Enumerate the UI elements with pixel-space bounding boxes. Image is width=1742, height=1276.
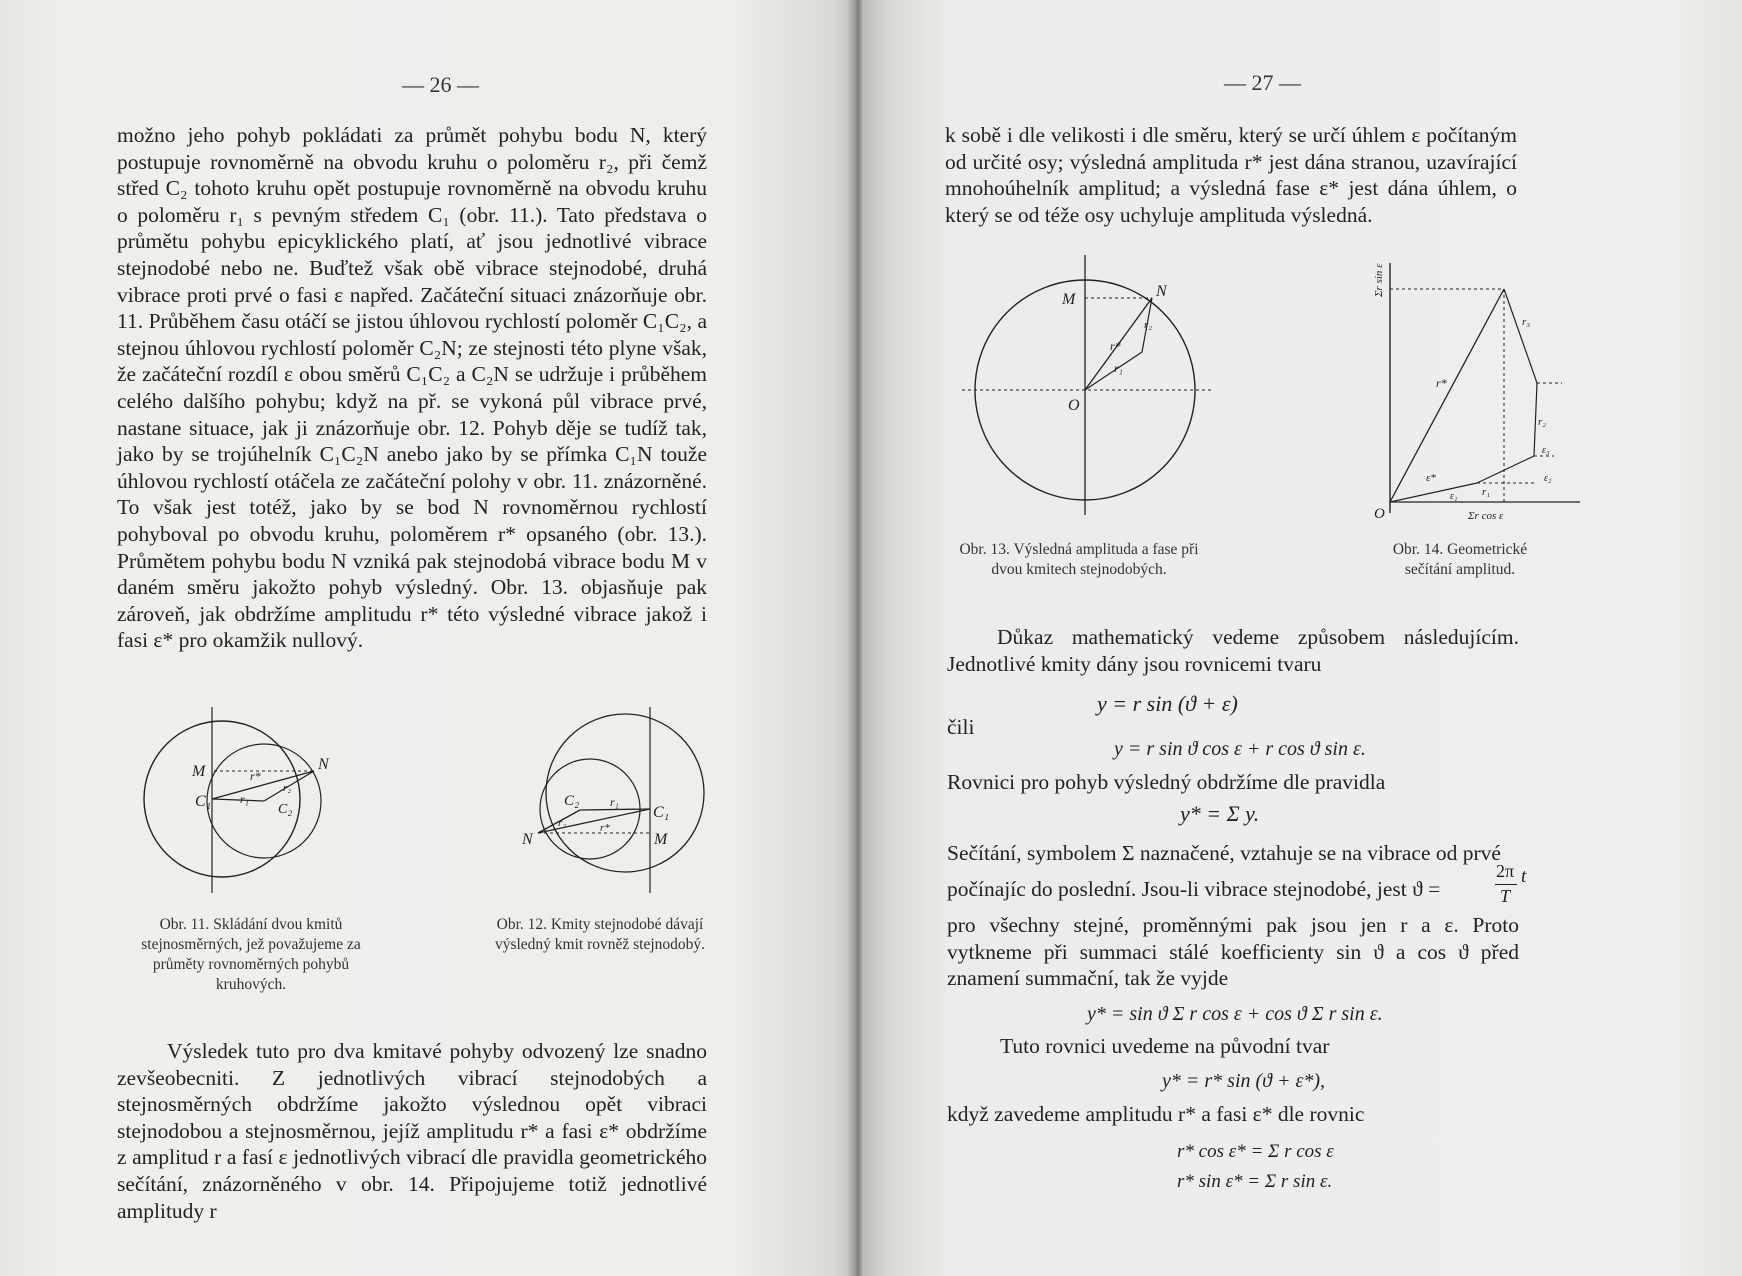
text-rovnici: Rovnici pro pohyb výsledný obdržíme dle pravidla bbox=[947, 770, 1386, 794]
left-page bbox=[0, 0, 858, 1276]
svg-text:O: O bbox=[1374, 506, 1385, 522]
svg-text:r₂: r₂ bbox=[1538, 416, 1547, 428]
text-cili: čili bbox=[947, 715, 975, 739]
equation-3: y* = Σ y. bbox=[1180, 801, 1260, 826]
svg-text:r*: r* bbox=[250, 769, 261, 783]
svg-text:r*: r* bbox=[600, 822, 610, 834]
text-tuto: Tuto rovnici uvedeme na původní tvar bbox=[1000, 1034, 1330, 1058]
svg-text:M: M bbox=[654, 831, 668, 848]
svg-text:r₁: r₁ bbox=[1114, 361, 1123, 375]
svg-text:r₃: r₃ bbox=[1522, 316, 1531, 328]
svg-text:M: M bbox=[1062, 291, 1076, 308]
right-paragraph-1 bbox=[945, 122, 1517, 228]
figure-14 bbox=[1372, 255, 1592, 525]
right-paragraph-2-text: Důkaz mathematický vedeme způsobem následujícím. Jednotlivé kmity dány jsou rovnicemi tvaru bbox=[947, 625, 1519, 676]
svg-text:C₁: C₁ bbox=[653, 804, 670, 821]
left-paragraph-1 bbox=[117, 122, 707, 654]
figure-12 bbox=[520, 705, 740, 895]
svg-text:O: O bbox=[1068, 397, 1080, 414]
left-paragraph-2 bbox=[117, 1038, 707, 1224]
svg-text:C₁: C₁ bbox=[195, 793, 212, 810]
equation-4: y* = sin ϑ Σ r cos ε + cos ϑ Σ r sin ε. bbox=[1087, 1003, 1383, 1025]
svg-text:r₁: r₁ bbox=[610, 795, 619, 809]
svg-text:N: N bbox=[1156, 283, 1167, 300]
svg-text:C₂: C₂ bbox=[564, 793, 580, 809]
right-paragraph-3-text: pro všechny stejné, proměnnými pak jsou jen r a ε. Proto vytkneme při summaci stálé koefficienty sin ϑ a cos ϑ před znamení summační, tak že vyjde bbox=[947, 913, 1519, 991]
equation-6: r* cos ε* = Σ r cos ε bbox=[1177, 1141, 1334, 1162]
right-paragraph-3 bbox=[947, 912, 1519, 992]
svg-text:r₂: r₂ bbox=[283, 782, 292, 794]
page-number-left: — 26 — bbox=[402, 72, 479, 97]
right-paragraph-2 bbox=[947, 624, 1519, 677]
svg-text:r*: r* bbox=[1110, 339, 1121, 353]
svg-text:r₁: r₁ bbox=[240, 792, 249, 806]
figure-12-caption: Obr. 12. Kmity stejnodobé dávají výsledný kmit rovněž stejnodobý. bbox=[494, 916, 706, 953]
svg-text:Σr cos ε: Σr cos ε bbox=[1468, 510, 1504, 522]
svg-text:ε₂: ε₂ bbox=[1544, 473, 1552, 484]
svg-text:ε₃: ε₃ bbox=[1542, 445, 1550, 456]
svg-text:M: M bbox=[192, 763, 206, 780]
svg-text:r₂: r₂ bbox=[558, 817, 567, 829]
page-number-right: — 27 — bbox=[1224, 70, 1301, 95]
fraction-t: t bbox=[1521, 866, 1527, 887]
svg-text:r₁: r₁ bbox=[1482, 486, 1491, 498]
svg-text:r*: r* bbox=[1436, 376, 1447, 390]
equation-7: r* sin ε* = Σ r sin ε. bbox=[1177, 1171, 1333, 1192]
figure-13 bbox=[962, 250, 1212, 520]
svg-text:N: N bbox=[318, 756, 329, 773]
svg-text:N: N bbox=[522, 831, 533, 848]
fraction-numerator: 2π bbox=[1496, 861, 1515, 881]
text-pocinajic: počínajíc do poslední. Jsou-li vibrace stejnodobé, jest ϑ = bbox=[947, 877, 1441, 901]
equation-5: y* = r* sin (ϑ + ε*), bbox=[1162, 1070, 1326, 1092]
text-secitani: Sečítání, symbolem Σ naznačené, vztahuje se na vibrace od prvé bbox=[947, 841, 1501, 865]
svg-text:ε*: ε* bbox=[1426, 472, 1436, 484]
equation-1: y = r sin (ϑ + ε) bbox=[1097, 691, 1238, 716]
figure-11 bbox=[140, 705, 370, 895]
figure-11-caption: Obr. 11. Skládání dvou kmitů stejnosměrných, jež považujeme za průměty rovnoměrných pohybů kruhových. bbox=[141, 916, 361, 993]
left-paragraph-1-text: možno jeho pohyb pokládati za průmět pohybu bodu N, který postupuje rovnoměrně na obvodu kruhu o poloměru r₂, při čemž střed C₂ tohoto kruhu opět postupuje rovnoměrně na obvodu kruhu o poloměru r₁ s pevným středem C₁ (obr. 11.). Tato představa o průmětu pohybu epicyklického platí, ať jsou jednotlivé vibrace stejnodobé nebo ne. Buďtež však obě vibrace stejnodobé, druhá vibrace proti prvé o fasi ε napřed. Začáteční situaci znázorňuje obr. 11. Průběhem času otáčí se jistou úhlovou rychlostí poloměr C₁C₂, a stejnou úhlovou rychlostí poloměr C₂N; ze stejnosti této plyne však, že začáteční rozdíl ε obou směrů C₁C₂ a C₂N se udržuje i průběhem celého dalšího pohybu; když na př. se vykoná půl vibrace prvé, nastane situace, jak ji znázorňuje obr. 12. Pohyb děje se tudíž tak, jako by se trojúhelník C₁C₂N anebo jako by se přímka C₁N touže úhlovou rychlostí otáčela ze začáteční polohy v obr. 11. znázorněné. To však jest totéž, jako by se bod N rovnoměrnou rychlostí pohyboval po obvodu kruhu, poloměrem r* opsaného (obr. 13.). Průmětem pohybu bodu N vzniká pak stejnodobá vibrace bodu M v daném směru jakožto pohyb výsledný. Obr. 13. objasňuje pak zároveň, jak obdržíme amplitudu r* této výsledné vibrace jakož i fasi ε* pro okamžik nullový. bbox=[117, 123, 707, 653]
text-kdyz: když zavedeme amplitudu r* a fasi ε* dle rovnic bbox=[947, 1102, 1365, 1126]
svg-text:Σr sin ε: Σr sin ε bbox=[1373, 263, 1385, 297]
left-paragraph-2-text: Výsledek tuto pro dva kmitavé pohyby odvozený lze snadno zevšeobecniti. Z jednotlivých vibrací stejnodobých a stejnosměrných obdržíme jakožto výslednou opět vibraci stejnodobou a stejnosměrnou, jejíž amplitudu r* a fasi ε* obdržíme z amplitud r a fasí ε jednotlivých vibrací dle pravidla geometrického sečítání, znázorněného v obr. 14. Připojujeme totiž jednotlivé amplitudy r bbox=[117, 1039, 707, 1223]
figure-14-caption: Obr. 14. Geometrické sečítání amplitud. bbox=[1392, 541, 1528, 578]
right-page bbox=[862, 0, 1742, 1276]
svg-text:ε₁: ε₁ bbox=[1450, 491, 1458, 502]
fraction-denominator: T bbox=[1500, 886, 1511, 906]
figure-13-caption: Obr. 13. Výsledná amplituda a fase při dvou kmitech stejnodobých. bbox=[959, 541, 1199, 578]
svg-text:C₂: C₂ bbox=[278, 802, 293, 817]
fraction-bar bbox=[1495, 884, 1517, 885]
right-paragraph-1-text: k sobě i dle velikosti i dle směru, který se určí úhlem ε počítaným od určité osy; výsledná amplituda r* jest dána stranou, uzavírající mnohoúhelník amplitud; a výsledná fase ε* jest dána úhlem, o který se od téže osy uchyluje amplituda výsledná. bbox=[945, 123, 1517, 227]
equation-2: y = r sin ϑ cos ε + r cos ϑ sin ε. bbox=[1114, 738, 1366, 760]
svg-text:r₂: r₂ bbox=[1144, 319, 1153, 331]
